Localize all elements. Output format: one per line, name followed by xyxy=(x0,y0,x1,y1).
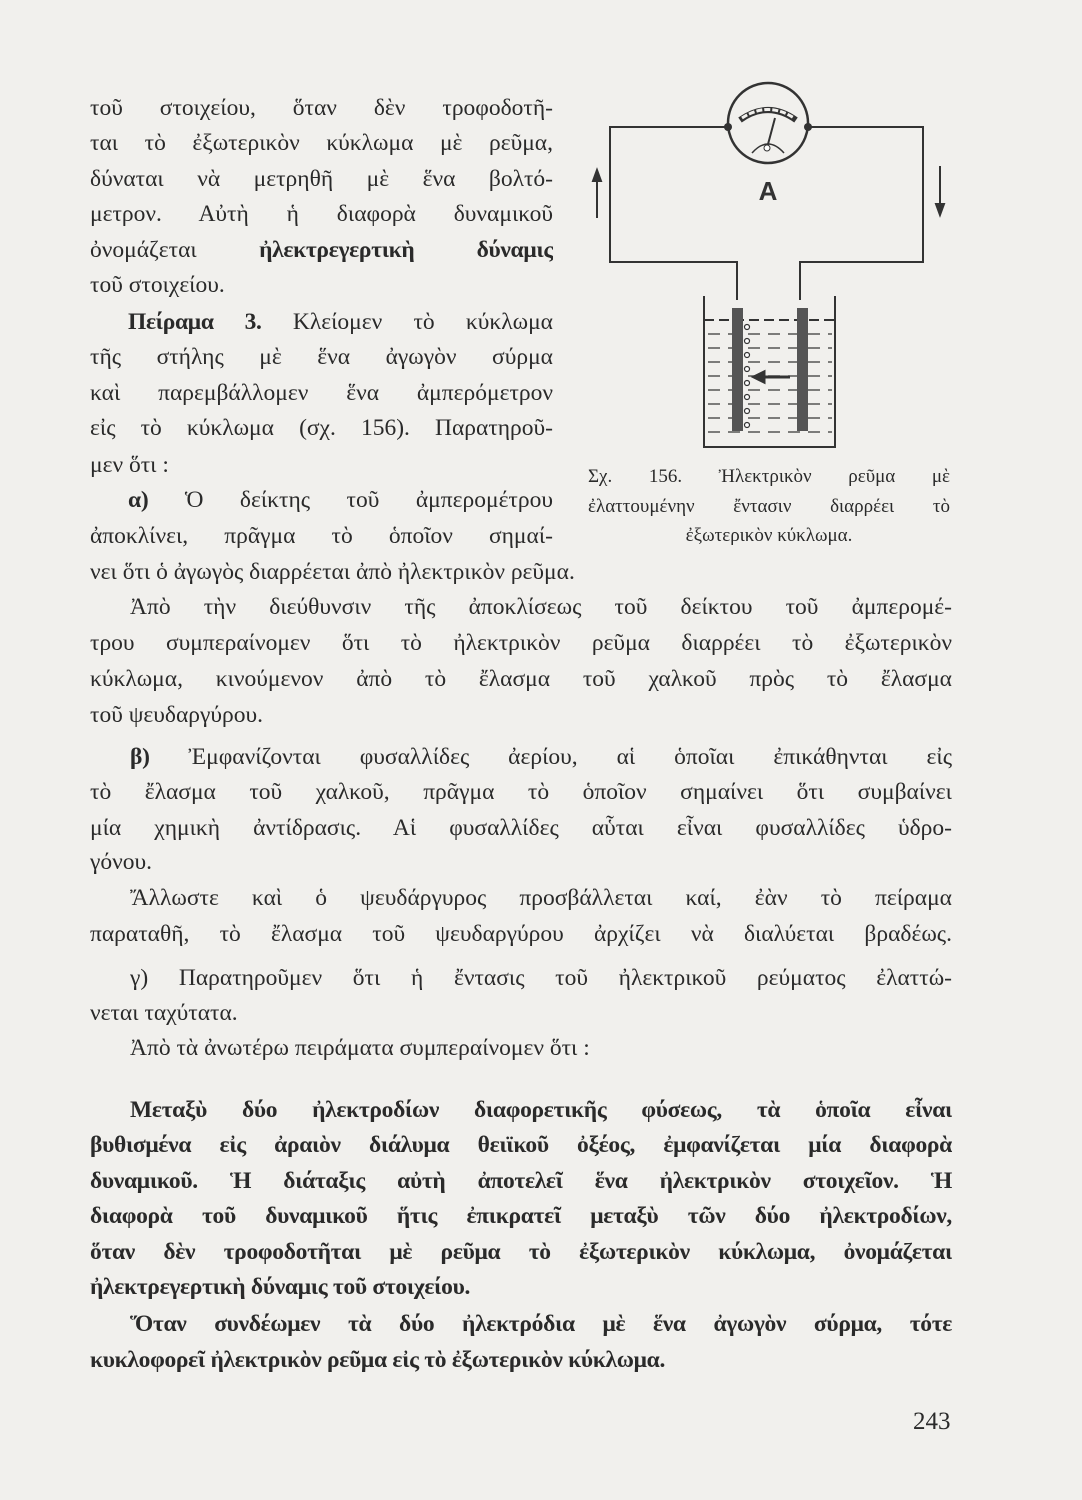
text-segment: παραταθῆ, τὸ ἔλασμα τοῦ ψευδαργύρου ἀρχίζει νὰ διαλύεται βραδέως. xyxy=(90,921,952,947)
text-line xyxy=(90,1342,952,1378)
circuit-wire xyxy=(610,127,923,300)
text-line xyxy=(90,625,952,661)
text-line xyxy=(90,518,553,554)
text-segment: μία χημικὴ ἀντίδρασις. Αἱ φυσαλλίδες αὗται εἶναι φυσαλλίδες ὑδρο- xyxy=(90,815,952,841)
text-line xyxy=(90,232,553,268)
text-segment: Ὁ δείκτης τοῦ ἀμπερομέτρου xyxy=(148,487,553,513)
text-segment: τρου συμπεραίνομεν ὅτι τὸ ἠλεκτρικὸν ρεῦμα διαρρέει τὸ ἐξωτερικὸν xyxy=(90,630,952,656)
copper-electrode xyxy=(797,308,808,431)
bold-text: Πείραμα 3. xyxy=(128,309,262,335)
bold-text: κυκλοφορεῖ ἠλεκτρικὸν ρεῦμα εἰς τὸ ἐξωτερικὸν κύκλωμα. xyxy=(90,1347,666,1373)
bold-text: δυναμικοῦ. Ἡ διάταξις αὐτὴ ἀποτελεῖ ἕνα ἠλεκτρικὸν στοιχεῖον. Ἡ xyxy=(90,1168,952,1194)
figure-caption-line: Σχ. 156. Ἠλεκτρικὸν ρεῦμα μὲ xyxy=(588,466,950,487)
text-segment: ται τὸ ἐξωτερικὸν κύκλωμα μὲ ρεῦμα, xyxy=(90,130,553,156)
text-line xyxy=(90,774,952,810)
text-line xyxy=(90,339,553,375)
text-line xyxy=(130,1030,952,1066)
text-line xyxy=(90,1269,952,1305)
text-line xyxy=(128,304,553,340)
text-line xyxy=(90,410,553,446)
text-segment: δύναται νὰ μετρηθῆ μὲ ἕνα βολτό- xyxy=(90,166,553,192)
text-segment: Κλείομεν τὸ κύκλωμα xyxy=(261,309,553,335)
text-line xyxy=(90,196,553,232)
text-line xyxy=(90,661,952,697)
text-line xyxy=(90,125,553,161)
text-line xyxy=(90,1127,952,1163)
text-segment: Ἀπὸ τὰ ἀνωτέρω πειράματα συμπεραίνομεν ὅτι : xyxy=(130,1035,590,1061)
text-line xyxy=(90,1198,952,1234)
text-line xyxy=(90,90,553,126)
ammeter xyxy=(724,83,812,163)
text-segment: Ἐμφανίζονται φυσαλλίδες ἀερίου, αἱ ὁποῖαι ἐπικάθηνται εἰς xyxy=(149,744,952,770)
text-line xyxy=(130,1306,952,1342)
text-line xyxy=(90,995,952,1031)
bold-text: Μεταξὺ δύο ἠλεκτροδίων διαφορετικῆς φύσεως, τὰ ὁποῖα εἶναι xyxy=(130,1097,952,1123)
bold-text: ἠλεκτρεγερτικὴ δύναμις xyxy=(259,237,553,263)
text-segment: γόνου. xyxy=(90,849,153,875)
text-segment: τὸ ἔλασμα τοῦ χαλκοῦ, πρᾶγμα τὸ ὁποῖον σημαίνει ὅτι συμβαίνει xyxy=(90,779,952,805)
text-line xyxy=(90,1163,952,1199)
liquid xyxy=(708,334,832,432)
text-line xyxy=(90,161,553,197)
text-line xyxy=(90,267,553,303)
bold-text: ὅταν δὲν τροφοδοτῆται μὲ ρεῦμα τὸ ἐξωτερικὸν κύκλωμα, ὀνομάζεται xyxy=(90,1239,952,1265)
text-segment: τοῦ στοιχείου. xyxy=(90,272,225,298)
text-segment: κύκλωμα, κινούμενον ἀπὸ τὸ ἔλασμα τοῦ χαλκοῦ πρὸς τὸ ἔλασμα xyxy=(90,666,952,692)
text-line xyxy=(130,1092,952,1128)
text-line xyxy=(90,1234,952,1270)
current-arrow-up xyxy=(593,170,601,218)
text-line xyxy=(90,375,553,411)
figure-caption-line: ἐξωτερικὸν κύκλωμα. xyxy=(685,525,853,546)
text-line xyxy=(90,916,952,952)
current-arrow-down xyxy=(936,166,944,215)
gas-bubbles xyxy=(745,325,750,428)
ion-arrow xyxy=(754,372,790,382)
text-segment: νει ὅτι ὁ ἀγωγὸς διαρρέεται ἀπὸ ἠλεκτρικὸν ρεῦμα. xyxy=(90,559,575,585)
bold-text: Ὅταν συνδέωμεν τὰ δύο ἠλεκτρόδια μὲ ἕνα ἀγωγὸν σύρμα, τότε xyxy=(130,1311,952,1337)
text-segment: Ἀπὸ τὴν διεύθυνσιν τῆς ἀποκλίσεως τοῦ δείκτου τοῦ ἀμπερομέ- xyxy=(130,594,952,620)
text-line xyxy=(90,697,952,733)
text-line xyxy=(90,844,952,880)
bold-text: διαφορὰ τοῦ δυναμικοῦ ἥτις ἐπικρατεῖ μεταξὺ τῶν δύο ἠλεκτροδίων, xyxy=(90,1203,952,1229)
text-segment: εἰς τὸ κύκλωμα (σχ. 156). Παρατηροῦ- xyxy=(90,415,553,441)
figure-caption-line: ἐλαττουμένην ἔντασιν διαρρέει τὸ xyxy=(588,496,950,517)
text-segment: τοῦ στοιχείου, ὅταν δὲν τροφοδοτῆ- xyxy=(90,95,553,121)
text-segment: ὀνομάζεται xyxy=(90,237,260,263)
text-segment: ἀποκλίνει, πρᾶγμα τὸ ὁποῖον σημαί- xyxy=(90,523,553,549)
bold-text: βυθισμένα εἰς ἀραιὸν διάλυμα θειϊκοῦ ὀξέος, ἐμφανίζεται μία διαφορὰ xyxy=(90,1132,952,1158)
text-segment: νεται ταχύτατα. xyxy=(90,1000,238,1026)
text-segment: Ἄλλωστε καὶ ὁ ψευδάργυρος προσβάλλεται καί, ἐὰν τὸ πείραμα xyxy=(130,885,952,911)
ammeter-label: A xyxy=(758,176,778,206)
text-line xyxy=(130,880,952,916)
text-segment: τοῦ ψευδαργύρου. xyxy=(90,702,264,728)
bold-text: α) xyxy=(128,487,149,513)
bold-text: β) xyxy=(130,744,150,770)
text-segment: καὶ παρεμβάλλομεν ἕνα ἀμπερόμετρον xyxy=(90,380,553,406)
beaker xyxy=(704,296,835,447)
bold-text: ἠλεκτρεγερτικὴ δύναμις τοῦ στοιχείου. xyxy=(90,1274,471,1300)
text-segment: μετρον. Αὐτὴ ἡ διαφορὰ δυναμικοῦ xyxy=(90,201,553,227)
text-segment: τῆς στήλης μὲ ἕνα ἀγωγὸν σύρμα xyxy=(90,344,553,370)
text-line xyxy=(130,960,952,996)
text-line xyxy=(130,739,952,775)
text-line xyxy=(90,447,553,483)
text-line xyxy=(90,810,952,846)
page-number: 243 xyxy=(913,1408,951,1435)
text-line xyxy=(130,589,952,625)
text-line xyxy=(90,554,952,590)
text-line xyxy=(128,482,553,518)
zinc-electrode xyxy=(732,308,743,431)
text-segment: γ) Παρατηροῦμεν ὅτι ἡ ἔντασις τοῦ ἠλεκτρικοῦ ρεύματος ἐλαττώ- xyxy=(130,965,952,991)
text-segment: μεν ὅτι : xyxy=(90,452,169,478)
